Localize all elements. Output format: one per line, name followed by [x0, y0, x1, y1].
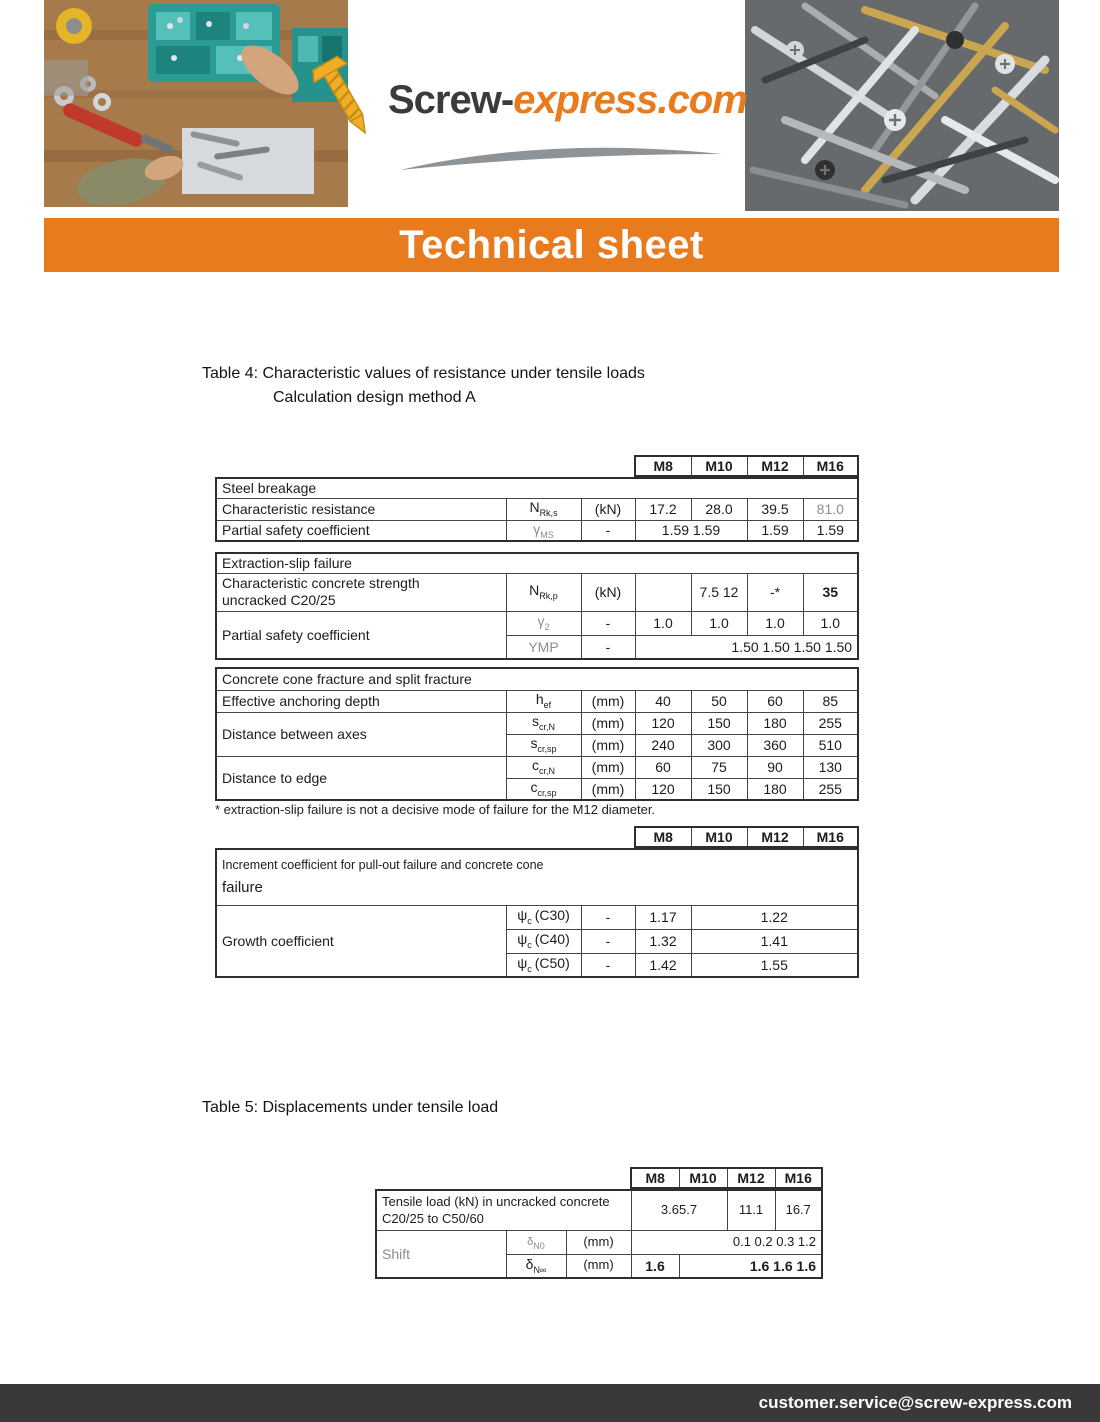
symbol-cell: [506, 734, 581, 756]
value-m16: 1.59: [803, 520, 858, 541]
value-m16: 510: [803, 734, 858, 756]
row-label: Growth coefficient: [216, 905, 506, 977]
extraction-slip-table: [215, 552, 859, 660]
contact-email[interactable]: customer.service@screw-express.com: [758, 1393, 1072, 1412]
row-label-line1: Tensile load (kN) in uncracked concrete: [382, 1194, 610, 1210]
section-title: Concrete cone fracture and split fracture: [216, 668, 858, 690]
size-col-m12: M12: [747, 827, 803, 847]
symbol-cell: [506, 778, 581, 800]
value-m12: 360: [747, 734, 803, 756]
size-header-row: [635, 827, 858, 847]
unit-cell: -: [581, 635, 635, 659]
symbol-sub: 2: [544, 622, 550, 633]
logo-text-suffix: express.com: [513, 78, 747, 122]
value-m10: 300: [691, 734, 747, 756]
title-banner: [44, 218, 1059, 272]
increment-coefficient-table: [215, 848, 859, 978]
unit-cell: (mm): [566, 1254, 631, 1278]
header-photo-screws: [745, 0, 1059, 211]
value-m10: 75: [691, 756, 747, 778]
size-col-m12: M12: [727, 1168, 775, 1188]
size-col-m12: M12: [747, 456, 803, 476]
size-header-strip-3: [630, 1167, 823, 1189]
value-m10-m16: 1.22: [691, 905, 858, 929]
symbol-sub: c: [527, 963, 532, 974]
logo-swoosh: [396, 140, 726, 176]
table-row: [216, 611, 858, 635]
value-m8: 120: [635, 778, 691, 800]
value-m10-m16: 1.41: [691, 929, 858, 953]
unit-cell: (mm): [581, 712, 635, 734]
page-footer: [0, 1384, 1100, 1422]
row-label: Distance between axes: [216, 712, 506, 756]
logo-text: [388, 78, 747, 122]
value-m16: 35: [803, 573, 858, 611]
size-col-m8: M8: [635, 456, 691, 476]
value-m8: 1.42: [635, 953, 691, 977]
symbol-sub: cr,N: [538, 766, 555, 777]
row-label: [376, 1190, 631, 1230]
value-m8-empty: [635, 573, 691, 611]
table-row: [216, 690, 858, 712]
value-m16: 1.0: [803, 611, 858, 635]
symbol-sub: N0: [533, 1241, 545, 1252]
symbol-main: N: [529, 582, 540, 599]
unit-cell: -: [581, 929, 635, 953]
value-m10: 7.5 12: [691, 573, 747, 611]
symbol-main: ψ: [517, 955, 528, 972]
unit-cell: (mm): [581, 756, 635, 778]
logo-text-prefix: Screw-: [388, 78, 514, 122]
symbol-cell: [506, 690, 581, 712]
value-m12: 180: [747, 712, 803, 734]
symbol-cell: [506, 756, 581, 778]
symbol-main: c: [531, 757, 539, 774]
row-label: Partial safety coefficient: [216, 520, 506, 541]
row-label: Partial safety coefficient: [216, 611, 506, 659]
symbol-rest: (C50): [534, 955, 570, 972]
symbol-cell: [506, 573, 581, 611]
size-col-m16: M16: [803, 827, 858, 847]
value-m16: 255: [803, 712, 858, 734]
unit-cell: -: [581, 611, 635, 635]
value-m8: 17.2: [635, 498, 691, 520]
value-m10: 50: [691, 690, 747, 712]
symbol-main: s: [531, 713, 539, 730]
symbol-main: γ: [533, 520, 541, 537]
value-m16: 16.7: [775, 1190, 822, 1230]
row-label: Effective anchoring depth: [216, 690, 506, 712]
section-header-row: [216, 849, 858, 905]
value-m12: 180: [747, 778, 803, 800]
value-m8: 120: [635, 712, 691, 734]
value-m8: 1.17: [635, 905, 691, 929]
value-m10-m16: 1.6 1.6 1.6: [679, 1254, 822, 1278]
brand-logo: [310, 50, 750, 190]
section-title: [216, 849, 858, 905]
workbench-photo-graphic: [44, 0, 348, 207]
value-m10: 150: [691, 778, 747, 800]
size-header-strip-1: [634, 455, 859, 477]
concrete-cone-table: [215, 667, 859, 801]
value-all: 1.50 1.50 1.50 1.50: [635, 635, 858, 659]
symbol-main: ψ: [517, 907, 528, 924]
table4-title-line2: Calculation design method A: [273, 389, 476, 406]
table5-title: Table 5: Displacements under tensile load: [202, 1099, 499, 1116]
symbol-sub: Rk,s: [539, 508, 558, 519]
symbol-cell: [506, 520, 581, 541]
value-m8: 60: [635, 756, 691, 778]
symbol-cell: [506, 611, 581, 635]
symbol-cell: [506, 498, 581, 520]
symbol-sub: cr,sp: [537, 744, 557, 755]
row-label: Distance to edge: [216, 756, 506, 800]
header-photo-workbench: [44, 0, 348, 207]
table-row: [216, 712, 858, 734]
row-label-line2: uncracked C20/25: [222, 592, 336, 608]
value-all: 0.1 0.2 0.3 1.2: [631, 1230, 822, 1254]
table-row: [216, 756, 858, 778]
value-m12: 60: [747, 690, 803, 712]
symbol-main: γ: [537, 613, 545, 630]
size-col-m10: M10: [691, 456, 747, 476]
row-label-line1: Characteristic concrete strength: [222, 575, 420, 591]
table4-title: [202, 362, 645, 410]
value-m12: -*: [747, 573, 803, 611]
value-m12: 11.1: [727, 1190, 775, 1230]
section-title-line1: Increment coefficient for pull-out failure and concrete cone: [222, 858, 544, 873]
value-m12: 90: [747, 756, 803, 778]
section-header-row: [216, 668, 858, 690]
value-m16: 130: [803, 756, 858, 778]
section-header-row: [216, 478, 858, 498]
value-m8-m10: 1.59 1.59: [635, 520, 747, 541]
symbol-cell: YMP: [506, 635, 581, 659]
value-m16: 255: [803, 778, 858, 800]
value-m12: 39.5: [747, 498, 803, 520]
value-m10-m16: 1.55: [691, 953, 858, 977]
symbol-main: s: [530, 735, 538, 752]
symbol-cell: [506, 1230, 566, 1254]
section-header-row: [216, 553, 858, 573]
size-col-m16: M16: [803, 456, 858, 476]
value-m16: 81.0: [803, 498, 858, 520]
size-col-m10: M10: [691, 827, 747, 847]
table-row: [376, 1190, 822, 1230]
symbol-sub: cr,sp: [537, 787, 557, 798]
table4-title-line1: Table 4: Characteristic values of resistance under tensile loads: [202, 365, 645, 382]
size-col-m16: M16: [775, 1168, 822, 1188]
value-m8: 40: [635, 690, 691, 712]
unit-cell: (mm): [581, 690, 635, 712]
symbol-main: c: [530, 779, 538, 796]
value-m10: 150: [691, 712, 747, 734]
value-m12: 1.0: [747, 611, 803, 635]
section-title-line2: failure: [222, 878, 263, 896]
symbol-cell: [506, 905, 581, 929]
table-row: [216, 498, 858, 520]
symbol-sub: ef: [543, 700, 552, 711]
value-m10: 1.0: [691, 611, 747, 635]
symbol-cell: [506, 929, 581, 953]
steel-breakage-table: [215, 477, 859, 542]
row-label: Characteristic resistance: [216, 498, 506, 520]
size-header-row: [635, 456, 858, 476]
value-m12: 1.59: [747, 520, 803, 541]
symbol-main: δ: [527, 1236, 534, 1249]
section-title: Extraction-slip failure: [216, 553, 858, 573]
banner-title: Technical sheet: [399, 222, 704, 267]
table-row: [216, 520, 858, 541]
symbol-sub: c: [527, 940, 532, 951]
value-m8: 240: [635, 734, 691, 756]
size-col-m8: M8: [635, 827, 691, 847]
symbol-rest: (C40): [534, 931, 570, 948]
value-m16: 85: [803, 690, 858, 712]
symbol-rest: (C30): [534, 907, 570, 924]
row-label: [216, 573, 506, 611]
row-label: Shift: [376, 1230, 506, 1278]
symbol-main: h: [535, 691, 544, 708]
row-label-line2: C20/25 to C50/60: [382, 1211, 484, 1227]
symbol-cell: [506, 953, 581, 977]
symbol-cell: [506, 712, 581, 734]
screw-icon: [312, 52, 378, 144]
size-header-row: [631, 1168, 822, 1188]
unit-cell: (kN): [581, 573, 635, 611]
unit-cell: (kN): [581, 498, 635, 520]
symbol-main: N: [529, 499, 540, 516]
symbol-sub: Rk,p: [539, 591, 558, 602]
symbol-main: ψ: [517, 931, 528, 948]
unit-cell: -: [581, 905, 635, 929]
size-col-m10: M10: [679, 1168, 727, 1188]
screws-photo-graphic: [745, 0, 1059, 211]
symbol-sub: N∞: [533, 1264, 547, 1275]
symbol-main: δ: [525, 1256, 534, 1273]
table-row: [216, 573, 858, 611]
unit-cell: (mm): [581, 734, 635, 756]
symbol-sub: MS: [540, 529, 554, 540]
table-row: [376, 1230, 822, 1254]
size-col-m8: M8: [631, 1168, 679, 1188]
unit-cell: -: [581, 953, 635, 977]
value-m8: 1.6: [631, 1254, 679, 1278]
value-m8: 1.32: [635, 929, 691, 953]
size-header-strip-2: [634, 826, 859, 848]
symbol-sub: cr,N: [538, 722, 555, 733]
value-m10: 28.0: [691, 498, 747, 520]
displacements-table: [375, 1189, 823, 1279]
value-m8-m10: 3.65.7: [631, 1190, 727, 1230]
table4-footnote: * extraction-slip failure is not a decisive mode of failure for the M12 diameter.: [215, 802, 656, 817]
unit-cell: (mm): [581, 778, 635, 800]
symbol-cell: [506, 1254, 566, 1278]
symbol-sub: c: [527, 916, 532, 927]
value-m8: 1.0: [635, 611, 691, 635]
section-title: Steel breakage: [216, 478, 858, 498]
table-row: [216, 905, 858, 929]
unit-cell: -: [581, 520, 635, 541]
unit-cell: (mm): [566, 1230, 631, 1254]
